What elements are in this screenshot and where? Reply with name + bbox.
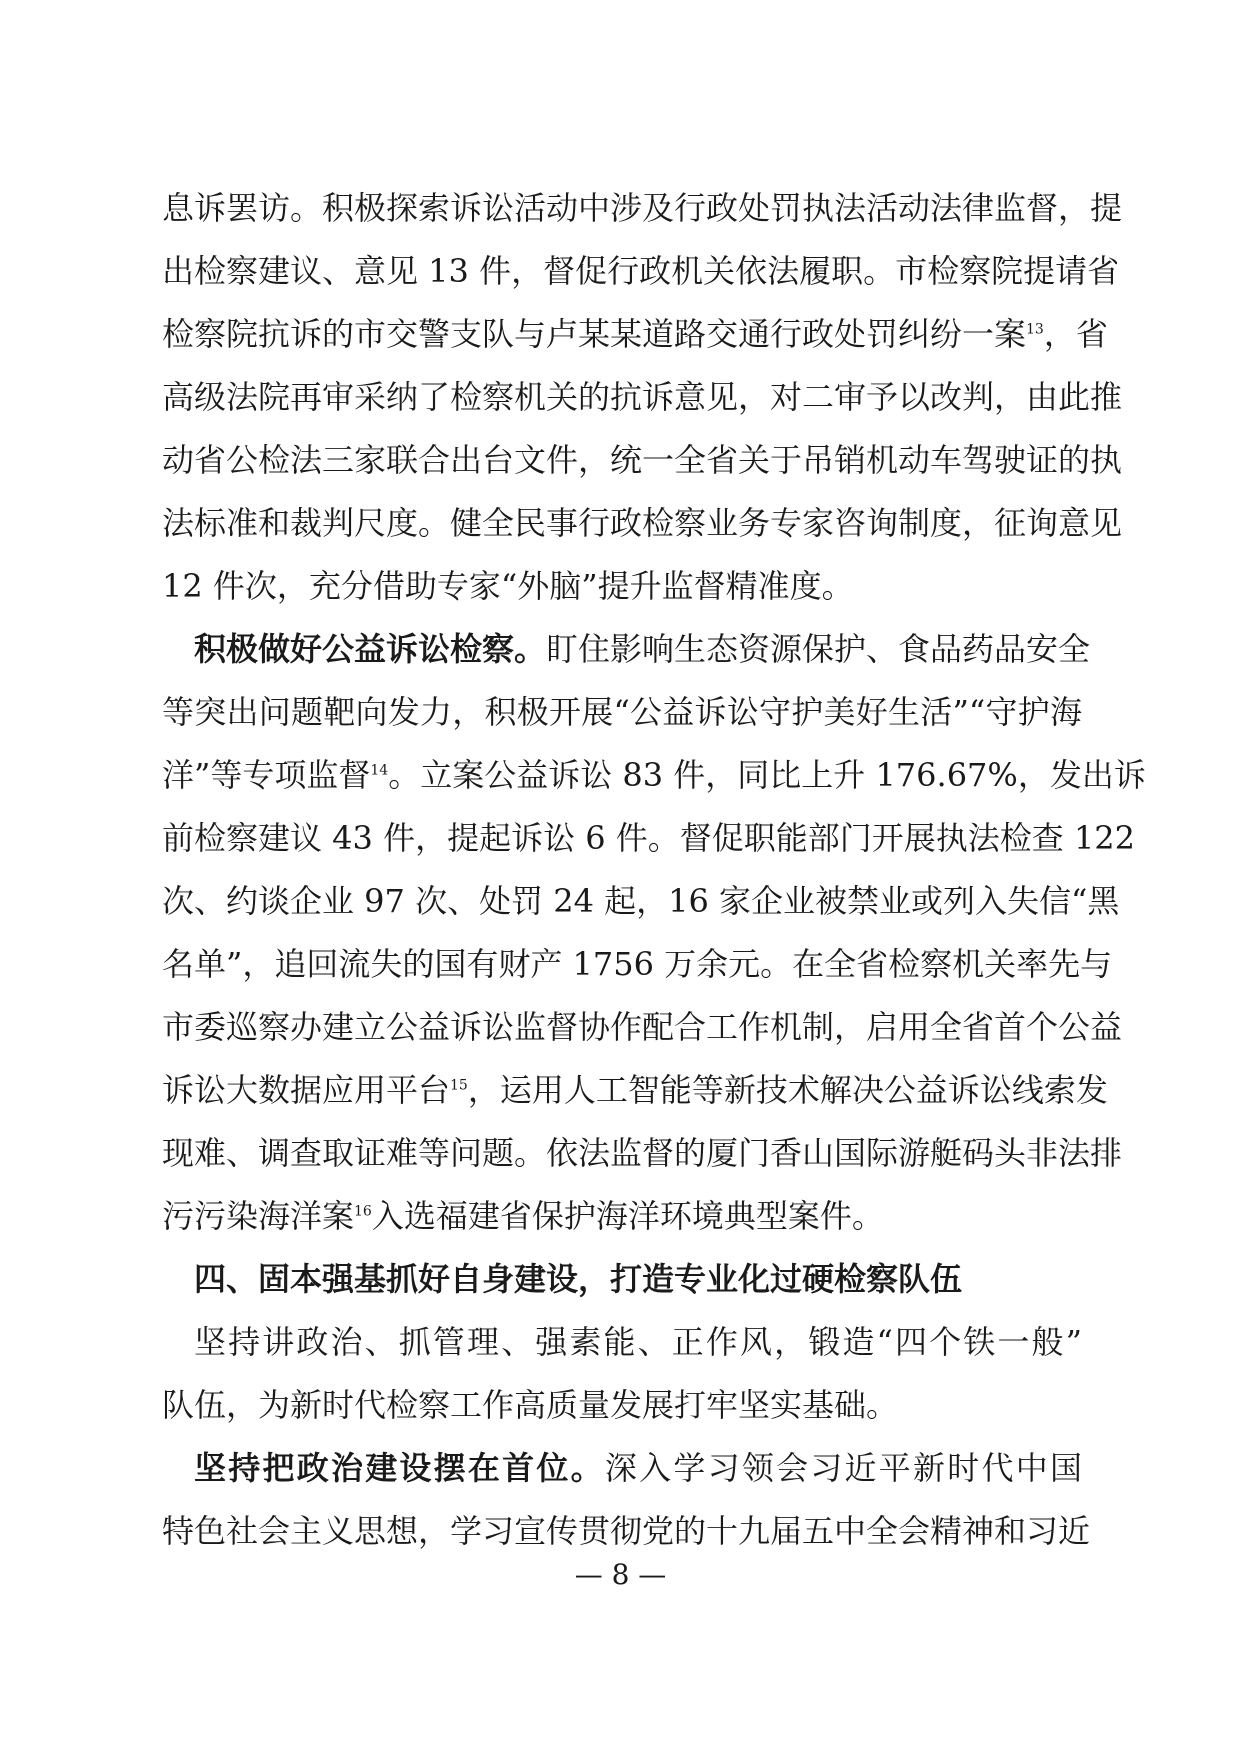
line-text-tail: 。立案公益诉讼 83 件，同比上升 176.67%，发出诉 bbox=[388, 756, 1146, 794]
text-line bbox=[162, 1188, 1082, 1244]
text-line bbox=[162, 810, 1136, 866]
line-text: 息诉罢访。积极探索诉讼活动中涉及行政处罚执法活动法律监督，提 bbox=[162, 189, 1123, 227]
line-text: 12 件次，充分借助专家“外脑”提升监督精准度。 bbox=[162, 567, 854, 605]
footnote-marker: 15 bbox=[450, 1077, 468, 1094]
text-line bbox=[162, 495, 1123, 551]
line-text: 次、约谈企业 97 次、处罚 24 起，16 家企业被禁业或列入失信“黑 bbox=[162, 882, 1120, 920]
text-line bbox=[162, 369, 1123, 425]
line-text: 法标准和裁判尺度。健全民事行政检察业务专家咨询制度，征询意见 bbox=[162, 504, 1123, 542]
paragraph-first-line bbox=[194, 1314, 1082, 1370]
text-line bbox=[162, 684, 1082, 740]
paragraph-first-line bbox=[194, 1440, 1082, 1496]
line-text: 动省公检法三家联合出台文件，统一全省关于吊销机动车驾驶证的执 bbox=[162, 441, 1123, 479]
text-line bbox=[162, 936, 1113, 992]
line-text: 特色社会主义思想，学习宣传贯彻党的十九届五中全会精神和习近 bbox=[162, 1512, 1091, 1550]
section-heading-text: 四、固本强基抓好自身建设，打造专业化过硬检察队伍 bbox=[194, 1260, 963, 1298]
line-text-tail: 入选福建省保护海洋环境典型案件。 bbox=[371, 1197, 884, 1235]
footnote-marker: 16 bbox=[354, 1203, 372, 1220]
line-text: 前检察建议 43 件，提起诉讼 6 件。督促职能部门开展执法检查 122 bbox=[162, 819, 1136, 857]
text-line bbox=[162, 180, 1123, 236]
line-text-tail: ，省 bbox=[1043, 315, 1108, 353]
line-text: 污污染海洋案 bbox=[162, 1197, 355, 1235]
line-text: 盯住影响生态资源保护、食品药品安全 bbox=[546, 630, 1091, 668]
paragraph-lead-bold: 积极做好公益诉讼检察。 bbox=[194, 630, 547, 668]
line-text: 坚持讲政治、抓管理、强素能、正作风，锻造“四个铁一般” bbox=[194, 1323, 1082, 1361]
text-line bbox=[162, 1062, 1108, 1118]
page-number: — 8 — bbox=[574, 1558, 667, 1591]
text-line bbox=[162, 747, 1146, 803]
line-text: 检察院抗诉的市交警支队与卢某某道路交通行政处罚纠纷一案 bbox=[162, 315, 1027, 353]
line-text: 高级法院再审采纳了检察机关的抗诉意见，对二审予以改判，由此推 bbox=[162, 378, 1123, 416]
line-text: 队伍，为新时代检察工作高质量发展打牢坚实基础。 bbox=[162, 1386, 899, 1424]
footnote-marker: 13 bbox=[1026, 321, 1044, 338]
line-text: 等突出问题靶向发力，积极开展“公益诉讼守护美好生活”“守护海 bbox=[162, 693, 1082, 731]
line-text: 诉讼大数据应用平台 bbox=[162, 1071, 451, 1109]
footnote-marker: 14 bbox=[370, 762, 389, 779]
text-line bbox=[162, 432, 1123, 488]
line-text: 洋”等专项监督 bbox=[162, 756, 371, 794]
text-line bbox=[162, 243, 1120, 299]
paragraph-first-line bbox=[194, 621, 1091, 677]
line-text-tail: ，运用人工智能等新技术解决公益诉讼线索发 bbox=[467, 1071, 1108, 1109]
line-text: 出检察建议、意见 13 件，督促行政机关依法履职。市检察院提请省 bbox=[162, 252, 1120, 290]
text-line bbox=[162, 1125, 1123, 1181]
paragraph-lead-bold: 坚持把政治建设摆在首位。 bbox=[194, 1449, 605, 1487]
line-text: 市委巡察办建立公益诉讼监督协作配合工作机制，启用全省首个公益 bbox=[162, 1008, 1123, 1046]
text-line bbox=[162, 999, 1123, 1055]
text-line bbox=[162, 873, 1120, 929]
text-line bbox=[162, 558, 1082, 614]
line-text: 深入学习领会习近平新时代中国 bbox=[604, 1449, 1082, 1487]
text-line bbox=[162, 306, 1108, 362]
section-heading bbox=[194, 1251, 1082, 1307]
text-line bbox=[162, 1503, 1091, 1559]
line-text: 名单”，追回流失的国有财产 1756 万余元。在全省检察机关率先与 bbox=[162, 945, 1113, 983]
text-line bbox=[162, 1377, 1082, 1433]
line-text: 现难、调查取证难等问题。依法监督的厦门香山国际游艇码头非法排 bbox=[162, 1134, 1123, 1172]
